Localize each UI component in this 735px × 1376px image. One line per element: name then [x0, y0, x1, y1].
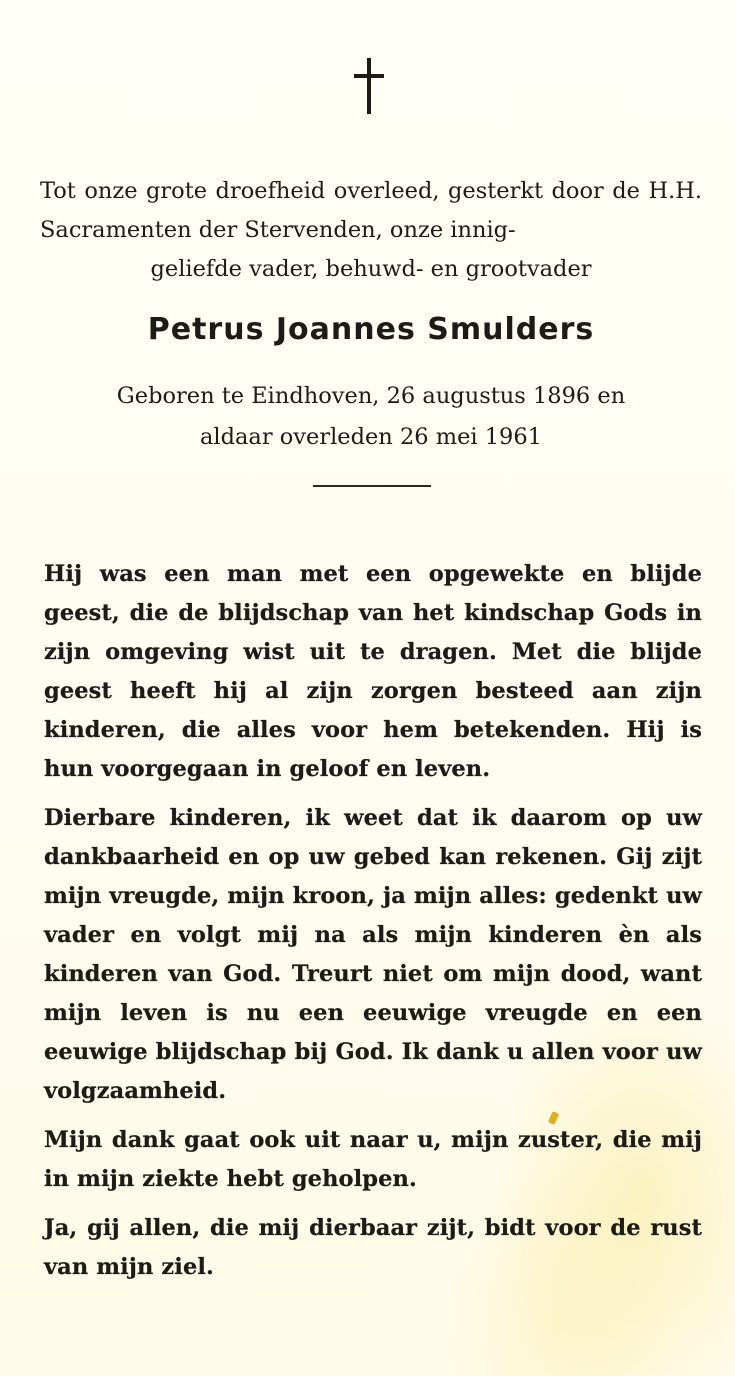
paragraph-prayer: Ja, gij allen, die mij dierbaar zijt, bidt voor de rust van mijn ziel.: [44, 1215, 702, 1280]
death-line: aldaar overleden 26 mei 1961: [200, 424, 542, 450]
cross-icon-horizontal: [354, 74, 384, 78]
intro-text: [40, 172, 702, 289]
intro-text-main: Tot onze grote droefheid overleed, gesterkt door de H.H. Sacramenten der Stervenden, onze innig-: [40, 178, 702, 243]
intro-text-last-line: geliefde vader, behuwd- en grootvader: [150, 256, 592, 282]
memorial-text: [44, 555, 702, 1297]
cross-icon-vertical: [367, 58, 371, 114]
paragraph-children: Dierbare kinderen, ik weet dat ik daarom op uw dankbaarheid en op uw gebed kan rekenen. Gij zijt mijn vreugde, mijn kroon, ja mijn alles: gedenkt uw vader en volgt mij na als mijn kinderen èn als kinderen van God. Treurt niet om mijn dood, want mijn leven is nu een eeuwige vreugde en een eeuwige blijdschap bij God. Ik dank u allen voor uw volgzaamheid.: [44, 805, 702, 1104]
birth-line: Geboren te Eindhoven, 26 augustus 1896 en: [116, 383, 626, 409]
deceased-name: Petrus Joannes Smulders: [147, 312, 595, 347]
cross-icon: [352, 58, 386, 114]
paragraph-sister: Mijn dank gaat ook uit naar u, mijn zuster, die mij in mijn ziekte hebt geholpen.: [44, 1127, 702, 1192]
divider-line: [313, 485, 431, 487]
birth-death-info: [40, 376, 702, 458]
paragraph-life: Hij was een man met een opgewekte en blijde geest, die de blijdschap van het kindschap Gods in zijn omgeving wist uit te dragen. Met die blijde geest heeft hij al zijn zorgen besteed aan zijn kinderen, die alles voor hem betekenden. Hij is hun voorgegaan in geloof en leven.: [44, 561, 702, 782]
